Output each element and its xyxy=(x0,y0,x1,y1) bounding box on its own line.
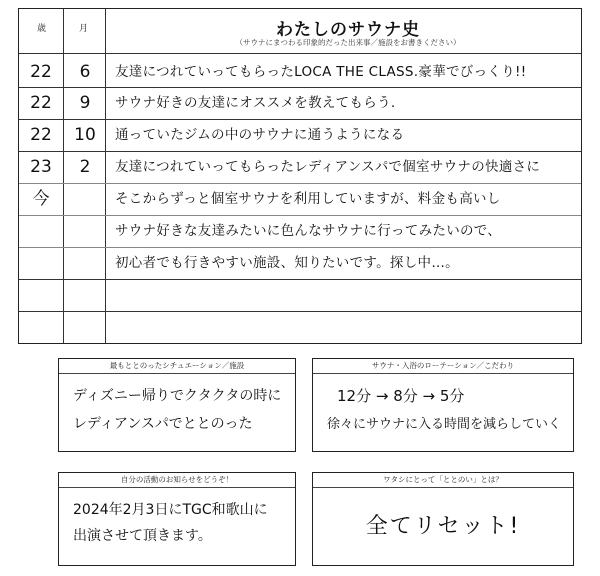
history-age: 22 xyxy=(30,62,52,82)
history-entry: サウナ好きの友達にオススメを教えてもらう. xyxy=(115,95,396,111)
totonoi-header: ワタシにとって「ととのい」とは？ xyxy=(313,473,573,488)
history-month: 2 xyxy=(79,157,91,177)
history-month: 6 xyxy=(79,62,91,82)
header-divider xyxy=(19,53,581,54)
history-month xyxy=(65,250,105,276)
history-age: 22 xyxy=(30,125,52,145)
totonoi-answer: 全てリセット! xyxy=(365,514,521,539)
history-age: 今 xyxy=(32,189,50,209)
row-divider xyxy=(19,183,581,184)
row-divider xyxy=(19,311,581,312)
activity-news-line: 出演させて頂きます。 xyxy=(73,528,212,544)
rotation-line: 徐々にサウナに入る時間を減らしていく xyxy=(327,417,562,432)
activity-news-line: 2024年2月3日にTGC和歌山に xyxy=(73,502,268,518)
history-entry: 通っていたジムの中のサウナに通うようになる xyxy=(115,127,405,143)
rotation-header: サウナ・入浴のローテーション／こだわり xyxy=(313,359,573,374)
age-column-header: 歳 xyxy=(37,24,47,34)
history-month: 9 xyxy=(79,93,91,113)
rotation-line: 12分 → 8分 → 5分 xyxy=(337,387,465,405)
best-situation-header: 最もととのったシチュエーション／施設 xyxy=(59,359,295,374)
column-divider-month xyxy=(105,9,106,343)
page-title: わたしのサウナ史 xyxy=(276,20,420,40)
row-divider xyxy=(19,119,581,120)
history-entry: そこからずっと個室サウナを利用していますが、料金も高いし xyxy=(115,191,501,207)
sauna-history-table xyxy=(18,8,582,344)
history-month: 10 xyxy=(74,125,96,145)
best-situation-line: ディズニー帰りでクタクタの時に xyxy=(73,388,282,404)
history-age: 23 xyxy=(30,157,52,177)
row-divider xyxy=(19,151,581,152)
row-divider xyxy=(19,215,581,216)
history-month xyxy=(65,186,105,212)
page-subtitle: （サウナにまつわる印象的だった出来事／施設をお書きください） xyxy=(235,38,461,47)
history-month xyxy=(65,218,105,244)
rotation-box xyxy=(312,358,574,452)
history-entry: 友達につれていってもらったLOCA THE CLASS.豪華でびっくり!! xyxy=(115,64,527,80)
totonoi-box xyxy=(312,472,574,566)
row-divider xyxy=(19,247,581,248)
best-situation-box xyxy=(58,358,296,452)
history-age xyxy=(19,218,63,244)
row-divider xyxy=(19,87,581,88)
history-age xyxy=(19,250,63,276)
history-entry: 初心者でも行きやすい施設、知りたいです。探し中…。 xyxy=(115,255,459,271)
row-divider xyxy=(19,279,581,280)
best-situation-line: レディアンスパでととのった xyxy=(73,416,253,432)
month-column-header: 月 xyxy=(79,24,89,34)
column-divider-age xyxy=(63,9,64,343)
history-entry: サウナ好きな友達みたいに色んなサウナに行ってみたいので、 xyxy=(115,223,502,239)
history-age: 22 xyxy=(30,93,52,113)
activity-news-header: 自分の活動のお知らせをどうぞ！ xyxy=(59,473,295,488)
activity-news-box xyxy=(58,472,296,566)
history-entry: 友達につれていってもらったレディアンスパで個室サウナの快適さに xyxy=(115,159,541,175)
